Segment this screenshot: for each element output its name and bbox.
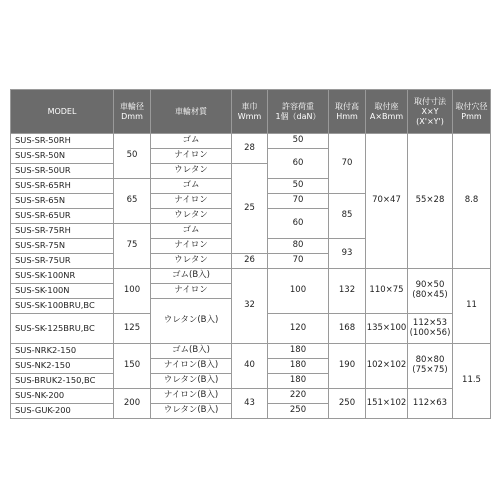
material-cell: ナイロン(B入) bbox=[151, 389, 232, 404]
material-cell: ウレタン bbox=[151, 254, 232, 269]
table-row bbox=[11, 344, 491, 359]
model-cell: SUS-SR-75N bbox=[11, 239, 114, 254]
height-cell: 168 bbox=[329, 314, 366, 344]
material-cell: ゴム(B入) bbox=[151, 269, 232, 284]
header-width: 車巾 Wmm bbox=[232, 90, 268, 134]
model-cell: SUS-SR-75UR bbox=[11, 254, 114, 269]
width-cell: 28 bbox=[232, 134, 268, 164]
height-cell: 190 bbox=[329, 344, 366, 389]
load-cell: 50 bbox=[268, 179, 329, 194]
load-cell: 120 bbox=[268, 314, 329, 344]
material-cell: ゴム bbox=[151, 134, 232, 149]
material-cell: ナイロン(B入) bbox=[151, 359, 232, 374]
material-cell: ウレタン bbox=[151, 164, 232, 179]
pitch-cell: 112×53 (100×56) bbox=[408, 314, 453, 344]
pitch-cell: 80×80 (75×75) bbox=[408, 344, 453, 389]
load-cell: 220 bbox=[268, 389, 329, 404]
material-cell: ウレタン bbox=[151, 209, 232, 224]
material-cell: ナイロン bbox=[151, 149, 232, 164]
hole-cell: 11 bbox=[453, 269, 491, 344]
material-cell: ナイロン bbox=[151, 239, 232, 254]
model-cell: SUS-BRUK2-150,BC bbox=[11, 374, 114, 389]
diameter-cell: 200 bbox=[114, 389, 151, 419]
width-cell: 43 bbox=[232, 389, 268, 419]
header-base: 取付座 A×Bmm bbox=[366, 90, 408, 134]
base-cell: 135×100 bbox=[366, 314, 408, 344]
model-cell: SUS-SR-50RH bbox=[11, 134, 114, 149]
diameter-cell: 50 bbox=[114, 134, 151, 179]
load-cell: 180 bbox=[268, 344, 329, 359]
pitch-cell: 112×63 bbox=[408, 389, 453, 419]
diameter-cell: 125 bbox=[114, 314, 151, 344]
height-cell: 70 bbox=[329, 134, 366, 194]
load-cell: 250 bbox=[268, 404, 329, 419]
model-cell: SUS-NK-200 bbox=[11, 389, 114, 404]
model-cell: SUS-NRK2-150 bbox=[11, 344, 114, 359]
load-cell: 70 bbox=[268, 254, 329, 269]
hole-cell: 8.8 bbox=[453, 134, 491, 269]
header-material: 車輪材質 bbox=[151, 90, 232, 134]
load-cell: 100 bbox=[268, 269, 329, 314]
model-cell: SUS-SR-50N bbox=[11, 149, 114, 164]
base-cell: 151×102 bbox=[366, 389, 408, 419]
height-cell: 85 bbox=[329, 194, 366, 239]
load-cell: 180 bbox=[268, 359, 329, 374]
header-model: MODEL bbox=[11, 90, 114, 134]
header-load: 許容荷重 1個（daN） bbox=[268, 90, 329, 134]
spec-table bbox=[10, 89, 491, 419]
diameter-cell: 100 bbox=[114, 269, 151, 314]
material-cell: ウレタン(B入) bbox=[151, 374, 232, 389]
material-cell: ウレタン(B入) bbox=[151, 299, 232, 344]
material-cell: ゴム(B入) bbox=[151, 344, 232, 359]
model-cell: SUS-SR-65UR bbox=[11, 209, 114, 224]
width-cell: 25 bbox=[232, 164, 268, 254]
model-cell: SUS-SK-125BRU,BC bbox=[11, 314, 114, 344]
header-row bbox=[11, 90, 491, 134]
diameter-cell: 65 bbox=[114, 179, 151, 224]
width-cell: 32 bbox=[232, 269, 268, 344]
base-cell: 70×47 bbox=[366, 134, 408, 269]
load-cell: 180 bbox=[268, 374, 329, 389]
model-cell: SUS-SR-65RH bbox=[11, 179, 114, 194]
model-cell: SUS-SK-100NR bbox=[11, 269, 114, 284]
model-cell: SUS-GUK-200 bbox=[11, 404, 114, 419]
height-cell: 250 bbox=[329, 389, 366, 419]
material-cell: ウレタン(B入) bbox=[151, 404, 232, 419]
load-cell: 50 bbox=[268, 134, 329, 149]
header-diameter: 車輪径 Dmm bbox=[114, 90, 151, 134]
header-pitch: 取付寸法 X×Y (X'×Y') bbox=[408, 90, 453, 134]
header-hole: 取付穴径 Pmm bbox=[453, 90, 491, 134]
table-row bbox=[11, 134, 491, 149]
model-cell: SUS-NK2-150 bbox=[11, 359, 114, 374]
model-cell: SUS-SR-50UR bbox=[11, 164, 114, 179]
hole-cell: 11.5 bbox=[453, 344, 491, 419]
width-cell: 40 bbox=[232, 344, 268, 389]
load-cell: 60 bbox=[268, 149, 329, 179]
material-cell: ゴム bbox=[151, 224, 232, 239]
model-cell: SUS-SR-75RH bbox=[11, 224, 114, 239]
material-cell: ゴム bbox=[151, 179, 232, 194]
table-row bbox=[11, 269, 491, 284]
diameter-cell: 75 bbox=[114, 224, 151, 269]
height-cell: 132 bbox=[329, 269, 366, 314]
load-cell: 70 bbox=[268, 194, 329, 209]
table-row bbox=[11, 389, 491, 404]
base-cell: 110×75 bbox=[366, 269, 408, 314]
load-cell: 80 bbox=[268, 239, 329, 254]
pitch-cell: 55×28 bbox=[408, 134, 453, 269]
load-cell: 60 bbox=[268, 209, 329, 239]
model-cell: SUS-SK-100BRU,BC bbox=[11, 299, 114, 314]
model-cell: SUS-SR-65N bbox=[11, 194, 114, 209]
material-cell: ナイロン bbox=[151, 284, 232, 299]
width-cell: 26 bbox=[232, 254, 268, 269]
diameter-cell: 150 bbox=[114, 344, 151, 389]
header-height: 取付高 Hmm bbox=[329, 90, 366, 134]
pitch-cell: 90×50 (80×45) bbox=[408, 269, 453, 314]
material-cell: ナイロン bbox=[151, 194, 232, 209]
base-cell: 102×102 bbox=[366, 344, 408, 389]
height-cell: 93 bbox=[329, 239, 366, 269]
model-cell: SUS-SK-100N bbox=[11, 284, 114, 299]
